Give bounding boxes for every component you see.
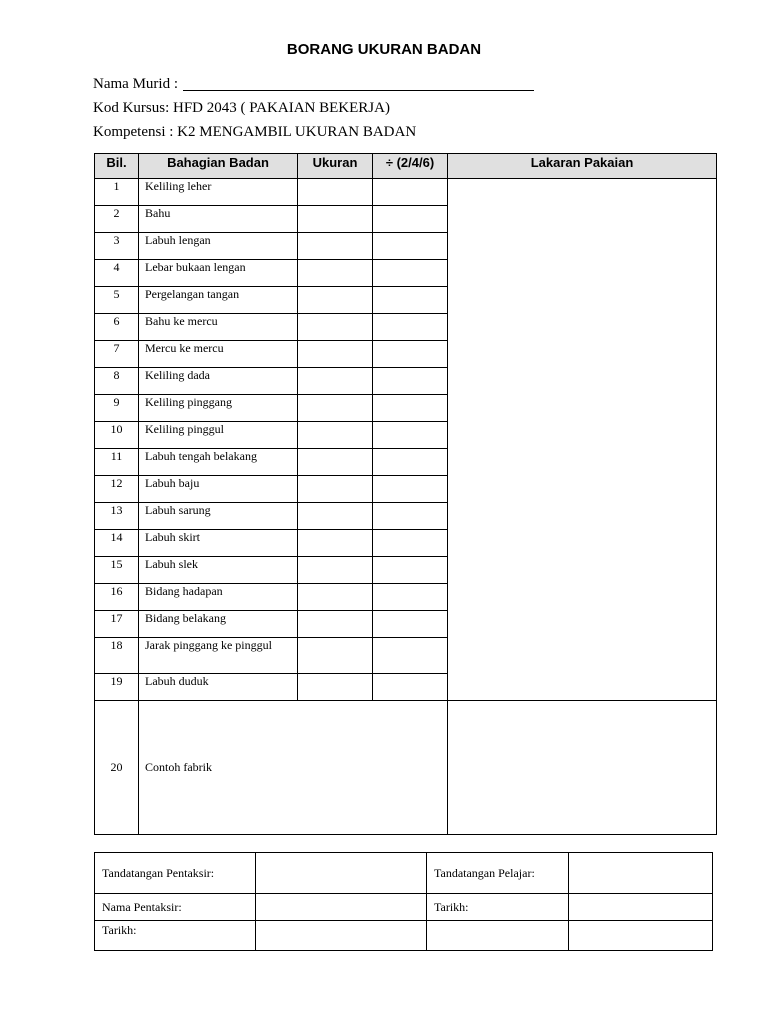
measurement-input[interactable] bbox=[298, 503, 373, 530]
measurement-input[interactable] bbox=[298, 179, 373, 206]
assessor-name-label: Nama Pentaksir: bbox=[95, 894, 256, 921]
body-part-label: Labuh slek bbox=[139, 557, 298, 584]
row-number: 2 bbox=[95, 206, 139, 233]
fabric-row-number: 20 bbox=[95, 701, 139, 835]
divided-value-input[interactable] bbox=[373, 179, 448, 206]
divided-value-input[interactable] bbox=[373, 584, 448, 611]
measurement-input[interactable] bbox=[298, 206, 373, 233]
measurement-input[interactable] bbox=[298, 476, 373, 503]
measurement-input[interactable] bbox=[298, 530, 373, 557]
measurement-input[interactable] bbox=[298, 314, 373, 341]
body-part-label: Labuh lengan bbox=[139, 233, 298, 260]
student-name-field[interactable] bbox=[183, 90, 534, 91]
student-signature-field[interactable] bbox=[569, 853, 713, 894]
assessor-date-field[interactable] bbox=[256, 921, 427, 951]
measurement-input[interactable] bbox=[298, 260, 373, 287]
student-date-field[interactable] bbox=[569, 894, 713, 921]
body-part-label: Bahu ke mercu bbox=[139, 314, 298, 341]
assessor-name-field[interactable] bbox=[256, 894, 427, 921]
signature-table bbox=[94, 852, 713, 951]
header-sketch: Lakaran Pakaian bbox=[448, 154, 717, 179]
measurement-input[interactable] bbox=[298, 287, 373, 314]
row-number: 10 bbox=[95, 422, 139, 449]
divided-value-input[interactable] bbox=[373, 449, 448, 476]
measurement-input[interactable] bbox=[298, 341, 373, 368]
divided-value-input[interactable] bbox=[373, 395, 448, 422]
row-number: 16 bbox=[95, 584, 139, 611]
student-signature-label: Tandatangan Pelajar: bbox=[427, 853, 569, 894]
empty-cell bbox=[427, 921, 569, 951]
measurement-input[interactable] bbox=[298, 233, 373, 260]
body-part-label: Bidang belakang bbox=[139, 611, 298, 638]
garment-sketch-area[interactable] bbox=[448, 179, 717, 701]
fabric-row bbox=[95, 701, 717, 835]
divided-value-input[interactable] bbox=[373, 287, 448, 314]
page-title: BORANG UKURAN BADAN bbox=[286, 41, 482, 58]
measurement-input[interactable] bbox=[298, 368, 373, 395]
row-number: 5 bbox=[95, 287, 139, 314]
table-header-row bbox=[95, 154, 717, 179]
empty-cell bbox=[569, 921, 713, 951]
fabric-side-cell[interactable] bbox=[448, 701, 717, 835]
row-number: 13 bbox=[95, 503, 139, 530]
divided-value-input[interactable] bbox=[373, 341, 448, 368]
competency: Kompetensi : K2 MENGAMBIL UKURAN BADAN bbox=[93, 124, 417, 140]
row-number: 8 bbox=[95, 368, 139, 395]
row-number: 6 bbox=[95, 314, 139, 341]
assessor-signature-label: Tandatangan Pentaksir: bbox=[95, 853, 256, 894]
body-part-label: Labuh tengah belakang bbox=[139, 449, 298, 476]
divided-value-input[interactable] bbox=[373, 422, 448, 449]
body-part-label: Lebar bukaan lengan bbox=[139, 260, 298, 287]
signature-row bbox=[95, 853, 713, 894]
body-part-label: Keliling leher bbox=[139, 179, 298, 206]
row-number: 18 bbox=[95, 638, 139, 674]
row-number: 11 bbox=[95, 449, 139, 476]
divided-value-input[interactable] bbox=[373, 233, 448, 260]
body-part-label: Bidang hadapan bbox=[139, 584, 298, 611]
measurement-input[interactable] bbox=[298, 449, 373, 476]
course-code: Kod Kursus: HFD 2043 ( PAKAIAN BEKERJA) bbox=[93, 100, 390, 116]
divided-value-input[interactable] bbox=[373, 557, 448, 584]
body-part-label: Labuh baju bbox=[139, 476, 298, 503]
body-part-label: Keliling pinggang bbox=[139, 395, 298, 422]
divided-value-input[interactable] bbox=[373, 530, 448, 557]
body-part-label: Labuh skirt bbox=[139, 530, 298, 557]
body-part-label: Keliling pinggul bbox=[139, 422, 298, 449]
assessor-signature-field[interactable] bbox=[256, 853, 427, 894]
measurement-input[interactable] bbox=[298, 674, 373, 701]
body-part-label: Bahu bbox=[139, 206, 298, 233]
assessor-date-row bbox=[95, 921, 713, 951]
divided-value-input[interactable] bbox=[373, 674, 448, 701]
body-part-label: Labuh duduk bbox=[139, 674, 298, 701]
body-part-label: Jarak pinggang ke pinggul bbox=[139, 638, 298, 674]
measurement-input[interactable] bbox=[298, 584, 373, 611]
measurement-input[interactable] bbox=[298, 395, 373, 422]
body-part-label: Labuh sarung bbox=[139, 503, 298, 530]
fabric-sample-area[interactable]: Contoh fabrik bbox=[139, 701, 448, 835]
row-number: 1 bbox=[95, 179, 139, 206]
divided-value-input[interactable] bbox=[373, 206, 448, 233]
row-number: 15 bbox=[95, 557, 139, 584]
header-body-part: Bahagian Badan bbox=[139, 154, 298, 179]
divided-value-input[interactable] bbox=[373, 611, 448, 638]
divided-value-input[interactable] bbox=[373, 638, 448, 674]
measurement-input[interactable] bbox=[298, 422, 373, 449]
body-part-label: Mercu ke mercu bbox=[139, 341, 298, 368]
measurement-table bbox=[94, 153, 717, 835]
header-measurement: Ukuran bbox=[298, 154, 373, 179]
measurement-input[interactable] bbox=[298, 611, 373, 638]
student-name-label: Nama Murid : bbox=[93, 76, 178, 92]
student-date-label: Tarikh: bbox=[427, 894, 569, 921]
row-number: 19 bbox=[95, 674, 139, 701]
body-part-label: Keliling dada bbox=[139, 368, 298, 395]
divided-value-input[interactable] bbox=[373, 260, 448, 287]
body-part-label: Pergelangan tangan bbox=[139, 287, 298, 314]
divided-value-input[interactable] bbox=[373, 314, 448, 341]
row-number: 17 bbox=[95, 611, 139, 638]
divided-value-input[interactable] bbox=[373, 476, 448, 503]
measurement-input[interactable] bbox=[298, 638, 373, 674]
table-row bbox=[95, 179, 717, 206]
row-number: 14 bbox=[95, 530, 139, 557]
row-number: 3 bbox=[95, 233, 139, 260]
header-divide: ÷ (2/4/6) bbox=[373, 154, 448, 179]
row-number: 4 bbox=[95, 260, 139, 287]
row-number: 7 bbox=[95, 341, 139, 368]
divided-value-input[interactable] bbox=[373, 503, 448, 530]
name-date-row bbox=[95, 894, 713, 921]
row-number: 9 bbox=[95, 395, 139, 422]
row-number: 12 bbox=[95, 476, 139, 503]
measurement-input[interactable] bbox=[298, 557, 373, 584]
assessor-date-label: Tarikh: bbox=[95, 921, 256, 951]
header-no: Bil. bbox=[95, 154, 139, 179]
divided-value-input[interactable] bbox=[373, 368, 448, 395]
